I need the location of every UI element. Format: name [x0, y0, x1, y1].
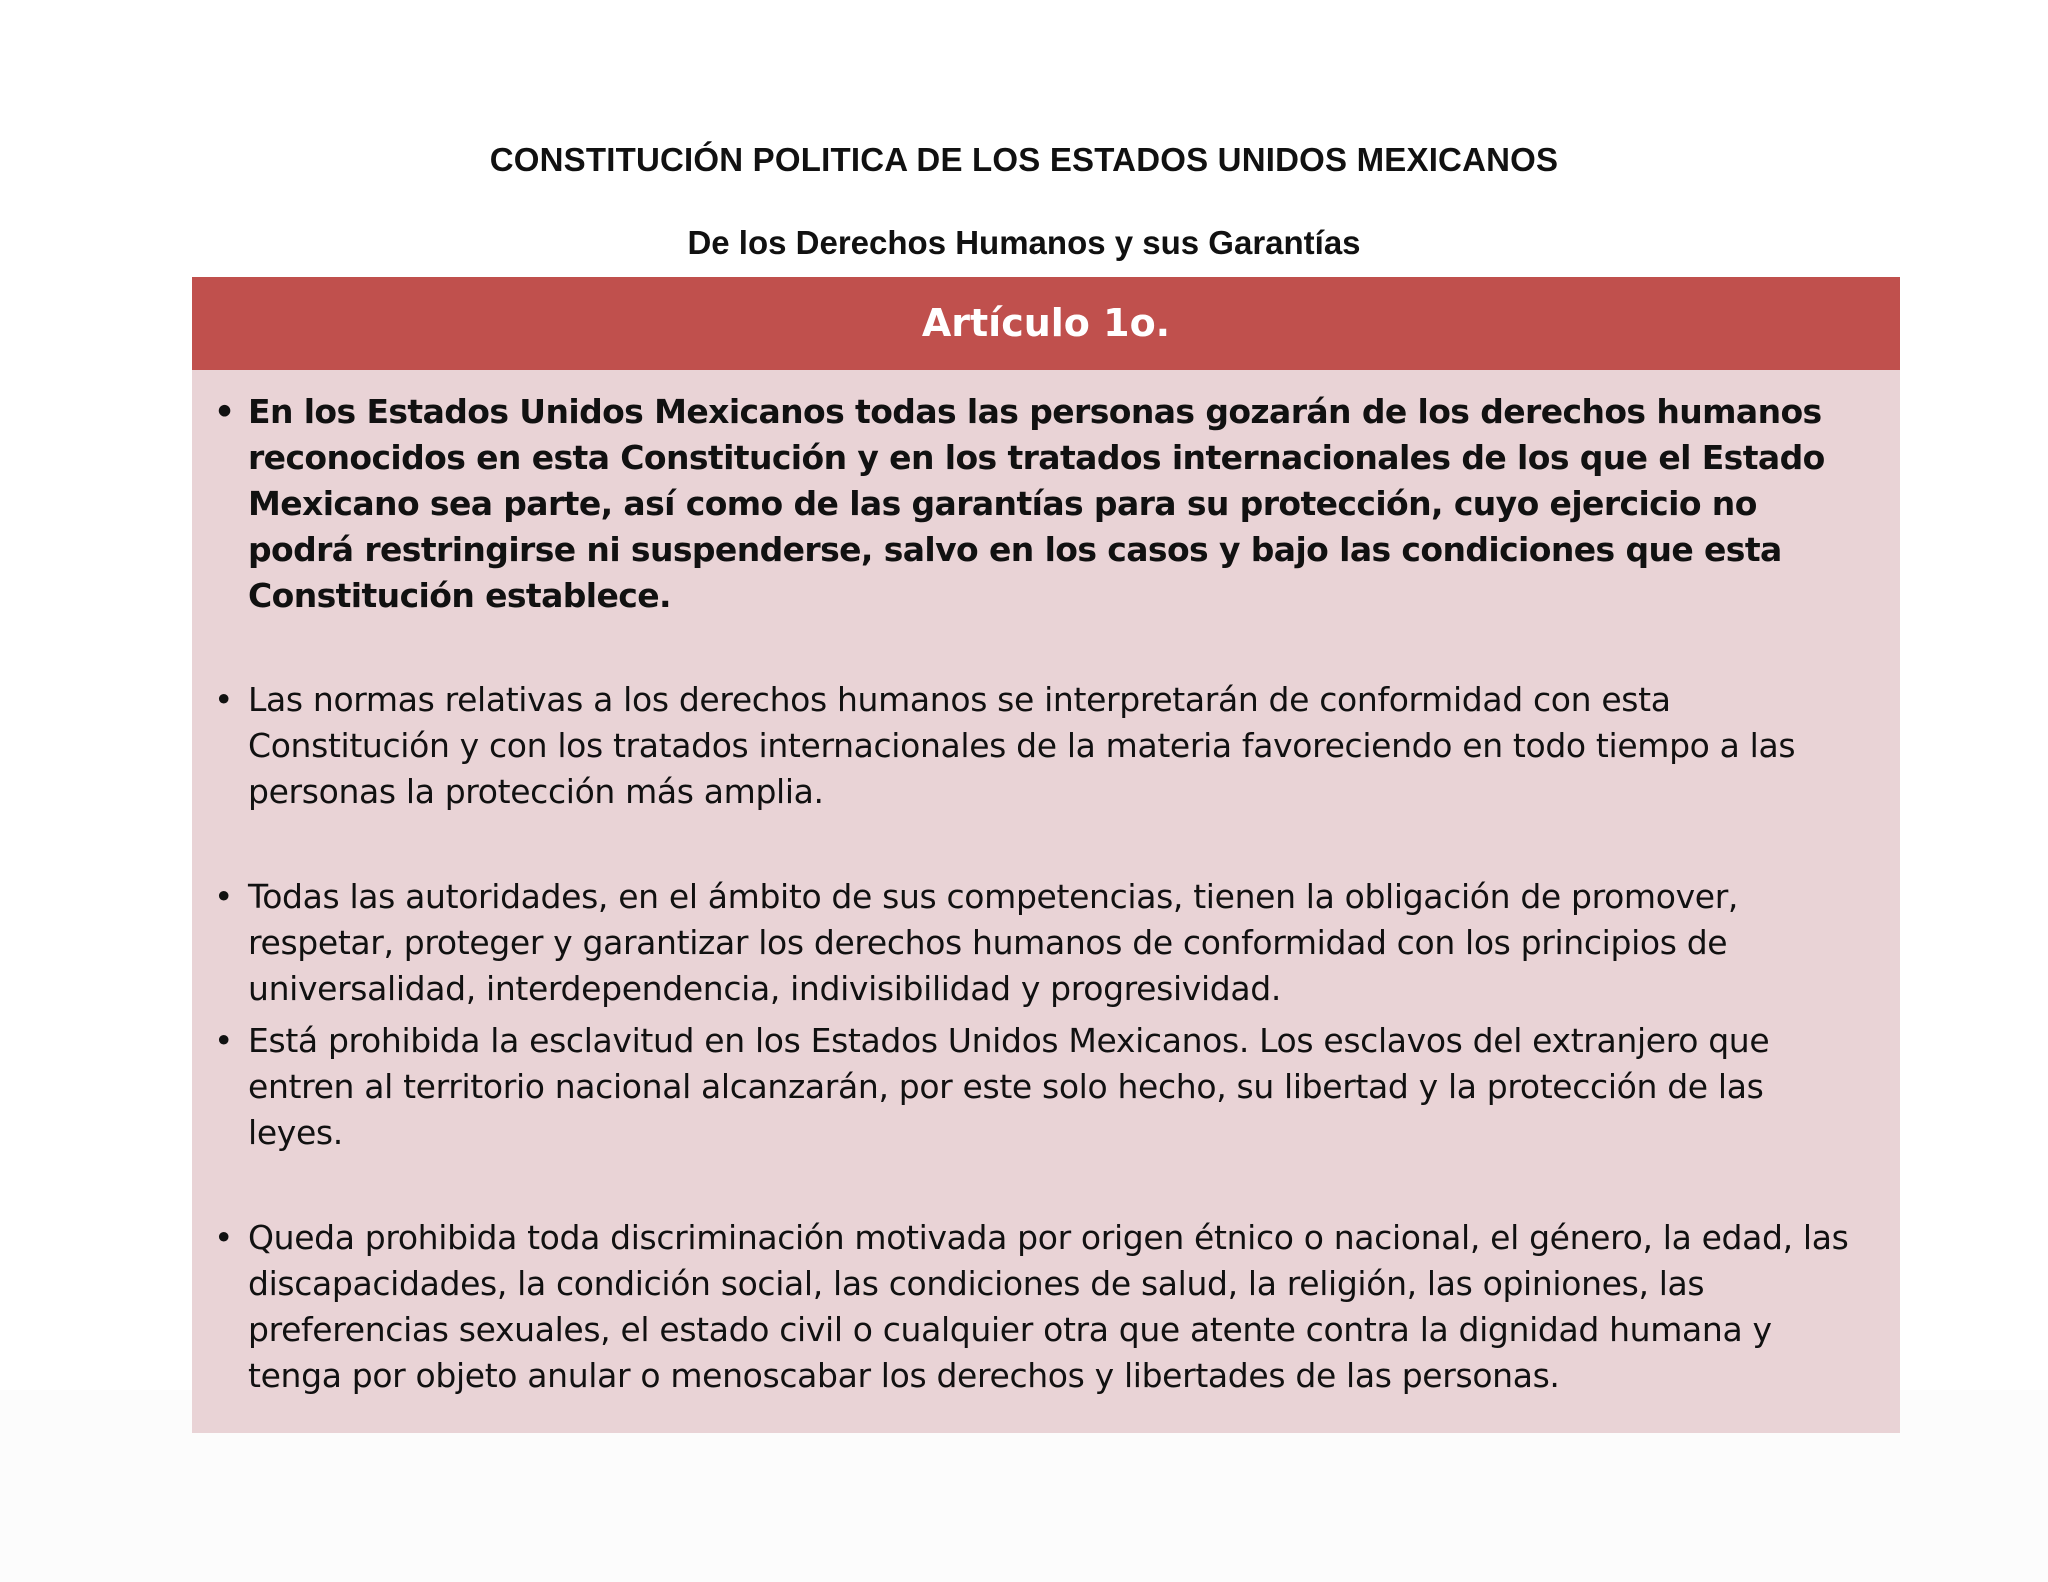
paragraph-text: Las normas relativas a los derechos humanos se interpretarán de conformidad con esta Constitución y con los tratados internacionales de la materia favoreciendo en todo tiempo a las personas la protección más amplia. [248, 680, 1796, 811]
article-paragraph-5 [214, 1215, 1868, 1399]
article-heading: Artículo 1o. [192, 277, 1900, 370]
paragraph-text: Todas las autoridades, en el ámbito de sus competencias, tienen la obligación de promover, respetar, proteger y garantizar los derechos humanos de conformidad con los principios de universalidad, interdependencia, indivisibilidad y progresividad. [248, 877, 1739, 1008]
article-paragraph-1 [214, 389, 1868, 619]
paragraph-text: Queda prohibida toda discriminación motivada por origen étnico o nacional, el género, la edad, las discapacidades, la condición social, las condiciones de salud, la religión, las opiniones, las preferencias sexuales, el estado civil o cualquier otra que atente contra la dignidad humana y tenga por objeto anular o menoscabar los derechos y libertades de las personas. [248, 1218, 1849, 1395]
bullet-icon: • [214, 1218, 234, 1257]
article-paragraph-4 [214, 1018, 1868, 1156]
article-paragraph-3 [214, 874, 1868, 1012]
bullet-icon: • [214, 392, 235, 431]
article-box [192, 277, 1900, 1433]
bullet-icon: • [214, 1021, 234, 1060]
article-paragraph-2 [214, 677, 1868, 815]
paragraph-text: Está prohibida la esclavitud en los Estados Unidos Mexicanos. Los esclavos del extranjero que entren al territorio nacional alcanzarán, por este solo hecho, su libertad y la protección de las leyes. [248, 1021, 1770, 1152]
document-title: CONSTITUCIÓN POLITICA DE LOS ESTADOS UNIDOS MEXICANOS [489, 141, 1559, 178]
bullet-icon: • [214, 680, 234, 719]
document-subtitle: De los Derechos Humanos y sus Garantías [687, 224, 1361, 261]
bullet-icon: • [214, 877, 234, 916]
paragraph-text: En los Estados Unidos Mexicanos todas las personas gozarán de los derechos humanos reconocidos en esta Constitución y en los tratados internacionales de los que el Estado Mexicano sea parte, así como de las garantías para su protección, cuyo ejercicio no podrá restringirse ni suspenderse, salvo en los casos y bajo las condiciones que esta Constitución establece. [248, 392, 1825, 615]
